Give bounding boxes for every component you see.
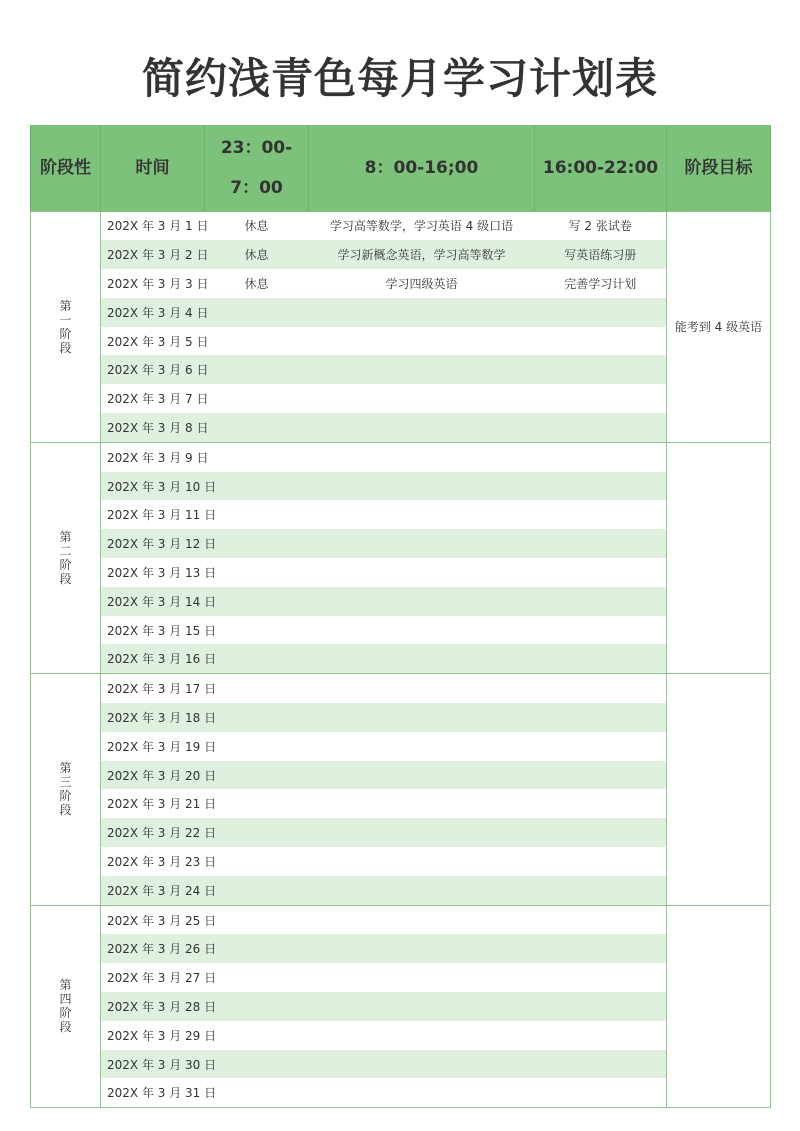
date-cell: 202X 年 3 月 14 日 [101,587,205,616]
day-slot-cell [309,500,535,529]
table-row [31,269,771,298]
day-slot-cell [309,298,535,327]
day-slot-cell [309,384,535,413]
night-slot-cell [205,327,309,356]
header-date: 时间 [101,125,205,212]
evening-slot-cell [535,934,667,963]
night-slot-cell [205,703,309,732]
night-slot-cell [205,442,309,471]
evening-slot-cell [535,558,667,587]
evening-slot-cell [535,703,667,732]
table-row [31,703,771,732]
stage-label-cell [31,674,101,905]
night-slot-cell [205,644,309,673]
date-cell: 202X 年 3 月 8 日 [101,413,205,442]
evening-slot-cell [535,732,667,761]
evening-slot-cell [535,818,667,847]
evening-slot-cell [535,1078,667,1107]
date-cell: 202X 年 3 月 22 日 [101,818,205,847]
night-slot-cell [205,818,309,847]
table-row [31,644,771,673]
evening-slot-cell [535,963,667,992]
night-slot-cell [205,616,309,645]
table-row [31,500,771,529]
stage-goal-cell [667,442,771,673]
evening-slot-cell [535,992,667,1021]
day-slot-cell [309,355,535,384]
day-slot-cell [309,905,535,934]
night-slot-cell [205,905,309,934]
table-row [31,442,771,471]
night-slot-cell [205,413,309,442]
evening-slot-cell [535,1021,667,1050]
night-slot-cell [205,1078,309,1107]
evening-slot-cell [535,616,667,645]
table-row [31,384,771,413]
date-cell: 202X 年 3 月 30 日 [101,1050,205,1079]
night-slot-cell [205,789,309,818]
evening-slot-cell [535,789,667,818]
stage-label-cell [31,905,101,1108]
day-slot-cell [309,674,535,703]
night-slot-cell: 休息 [205,212,309,241]
date-cell: 202X 年 3 月 5 日 [101,327,205,356]
night-slot-cell [205,355,309,384]
header-slot-evening: 16:00-22:00 [535,125,667,212]
day-slot-cell [309,1078,535,1107]
evening-slot-cell [535,529,667,558]
study-plan-table [30,125,771,1108]
date-cell: 202X 年 3 月 29 日 [101,1021,205,1050]
table-row [31,298,771,327]
night-slot-cell [205,472,309,501]
evening-slot-cell [535,674,667,703]
table-row [31,472,771,501]
table-row [31,240,771,269]
stage-label: 第一阶段 [59,298,72,355]
evening-slot-cell [535,472,667,501]
stage-label-cell [31,212,101,443]
table-row [31,413,771,442]
date-cell: 202X 年 3 月 20 日 [101,761,205,790]
date-cell: 202X 年 3 月 1 日 [101,212,205,241]
date-cell: 202X 年 3 月 19 日 [101,732,205,761]
date-cell: 202X 年 3 月 3 日 [101,269,205,298]
date-cell: 202X 年 3 月 21 日 [101,789,205,818]
night-slot-cell [205,1050,309,1079]
day-slot-cell [309,529,535,558]
evening-slot-cell [535,384,667,413]
table-row [31,905,771,934]
table-row [31,1050,771,1079]
table-row [31,674,771,703]
table-row [31,732,771,761]
evening-slot-cell [535,355,667,384]
stage-label-cell [31,442,101,673]
table-row [31,789,771,818]
night-slot-cell [205,963,309,992]
night-slot-cell [205,674,309,703]
day-slot-cell [309,616,535,645]
night-slot-cell [205,384,309,413]
night-slot-cell: 休息 [205,269,309,298]
evening-slot-cell [535,500,667,529]
evening-slot-cell [535,905,667,934]
night-slot-cell [205,992,309,1021]
stage-label: 第三阶段 [59,761,72,818]
day-slot-cell [309,413,535,442]
evening-slot-cell [535,298,667,327]
date-cell: 202X 年 3 月 7 日 [101,384,205,413]
date-cell: 202X 年 3 月 31 日 [101,1078,205,1107]
page-title: 简约浅青色每月学习计划表 [141,54,658,103]
table-row [31,963,771,992]
date-cell: 202X 年 3 月 25 日 [101,905,205,934]
header-row [31,125,771,212]
day-slot-cell [309,934,535,963]
header-stage: 阶段性 [31,125,101,212]
date-cell: 202X 年 3 月 2 日 [101,240,205,269]
table-row [31,818,771,847]
day-slot-cell [309,644,535,673]
day-slot-cell [309,876,535,905]
day-slot-cell: 学习高等数学，学习英语 4 级口语 [309,212,535,241]
table-row [31,847,771,876]
day-slot-cell [309,1021,535,1050]
date-cell: 202X 年 3 月 4 日 [101,298,205,327]
date-cell: 202X 年 3 月 26 日 [101,934,205,963]
table-row [31,327,771,356]
date-cell: 202X 年 3 月 28 日 [101,992,205,1021]
stage-label: 第四阶段 [59,978,72,1035]
night-slot-cell [205,500,309,529]
evening-slot-cell [535,644,667,673]
table-row [31,558,771,587]
day-slot-cell [309,587,535,616]
header-goal: 阶段目标 [667,125,771,212]
night-slot-cell [205,587,309,616]
evening-slot-cell [535,876,667,905]
table-row [31,934,771,963]
date-cell: 202X 年 3 月 10 日 [101,472,205,501]
table-row [31,212,771,241]
date-cell: 202X 年 3 月 17 日 [101,674,205,703]
evening-slot-cell: 写 2 张试卷 [535,212,667,241]
day-slot-cell [309,327,535,356]
header-slot-night: 23：00-7：00 [205,125,309,212]
table-row [31,761,771,790]
evening-slot-cell [535,413,667,442]
night-slot-cell [205,847,309,876]
evening-slot-cell [535,847,667,876]
day-slot-cell: 学习新概念英语，学习高等数学 [309,240,535,269]
day-slot-cell [309,963,535,992]
header-slot-day: 8：00-16;00 [309,125,535,212]
day-slot-cell [309,847,535,876]
night-slot-cell [205,1021,309,1050]
date-cell: 202X 年 3 月 6 日 [101,355,205,384]
stage-goal-cell [667,905,771,1108]
evening-slot-cell [535,761,667,790]
day-slot-cell [309,818,535,847]
day-slot-cell [309,558,535,587]
table-row [31,587,771,616]
table-row [31,355,771,384]
day-slot-cell [309,992,535,1021]
evening-slot-cell [535,1050,667,1079]
day-slot-cell [309,732,535,761]
evening-slot-cell [535,587,667,616]
stage-goal-cell: 能考到 4 级英语 [667,212,771,443]
night-slot-cell [205,876,309,905]
day-slot-cell [309,1050,535,1079]
date-cell: 202X 年 3 月 23 日 [101,847,205,876]
date-cell: 202X 年 3 月 24 日 [101,876,205,905]
evening-slot-cell [535,327,667,356]
date-cell: 202X 年 3 月 11 日 [101,500,205,529]
night-slot-cell [205,558,309,587]
evening-slot-cell: 完善学习计划 [535,269,667,298]
day-slot-cell [309,703,535,732]
table-row [31,529,771,558]
table-row [31,992,771,1021]
stage-goal-cell [667,674,771,905]
date-cell: 202X 年 3 月 12 日 [101,529,205,558]
date-cell: 202X 年 3 月 18 日 [101,703,205,732]
date-cell: 202X 年 3 月 9 日 [101,442,205,471]
night-slot-cell: 休息 [205,240,309,269]
stage-label: 第二阶段 [59,530,72,587]
day-slot-cell [309,442,535,471]
night-slot-cell [205,934,309,963]
table-row [31,876,771,905]
table-row [31,1078,771,1107]
night-slot-cell [205,732,309,761]
evening-slot-cell [535,442,667,471]
day-slot-cell [309,761,535,790]
night-slot-cell [205,529,309,558]
table-row [31,1021,771,1050]
night-slot-cell [205,298,309,327]
date-cell: 202X 年 3 月 27 日 [101,963,205,992]
day-slot-cell [309,472,535,501]
date-cell: 202X 年 3 月 13 日 [101,558,205,587]
day-slot-cell: 学习四级英语 [309,269,535,298]
table-row [31,616,771,645]
date-cell: 202X 年 3 月 16 日 [101,644,205,673]
date-cell: 202X 年 3 月 15 日 [101,616,205,645]
evening-slot-cell: 写英语练习册 [535,240,667,269]
night-slot-cell [205,761,309,790]
day-slot-cell [309,789,535,818]
